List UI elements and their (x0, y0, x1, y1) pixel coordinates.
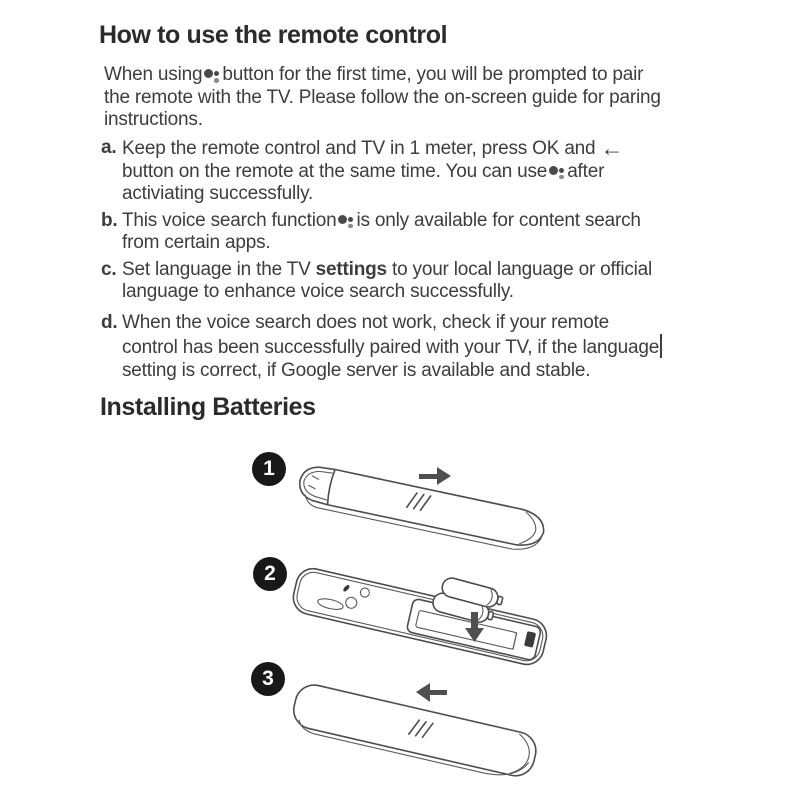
voice-search-icon (204, 67, 219, 83)
intro-text: When using (104, 64, 203, 85)
page-title: How to use the remote control (99, 21, 448, 49)
item-text: is only available for content search (356, 209, 641, 231)
item-text: after (567, 160, 605, 182)
item-text: button on the remote at the same time. You can use (122, 160, 548, 182)
instruction-item-c (101, 259, 662, 304)
battery-terminal (524, 631, 536, 648)
remote-face-down (290, 565, 550, 667)
voice-search-icon (338, 213, 353, 229)
aaa-batteries (431, 575, 505, 627)
intro-text: button for the first time, you will be prompted to pair (222, 64, 644, 85)
intro-line-3: instructions. (104, 109, 203, 130)
step-number-badge: 2 (253, 557, 287, 591)
item-body (122, 259, 652, 304)
remote-back-cover-slide-off-illustration (295, 448, 575, 560)
instruction-item-a (101, 137, 662, 206)
intro-paragraph (104, 64, 661, 132)
item-label: c. (101, 258, 117, 280)
instruction-item-d (101, 312, 662, 383)
item-text: This voice search function (122, 209, 337, 231)
item-body (122, 137, 623, 206)
item-text: setting is correct, if Google server is available and stable. (122, 359, 591, 381)
item-text: When the voice search does not work, check if your remote (122, 311, 610, 333)
item-text: language to enhance voice search successfully. (122, 281, 514, 302)
item-text: Keep the remote control and TV in 1 meter, press OK and (122, 138, 596, 159)
remote-back-cover (289, 681, 539, 783)
voice-search-icon (549, 164, 564, 180)
item-text: to your local language or official (392, 258, 653, 280)
text-cursor-artifact (660, 334, 662, 358)
item-text: from certain apps. (122, 232, 271, 253)
back-arrow-icon: ← (600, 135, 624, 161)
instruction-item-b (101, 210, 662, 255)
item-text: Set language in the TV (122, 258, 311, 280)
instruction-list (101, 137, 662, 386)
step-number-badge: 3 (251, 662, 285, 696)
intro-line-2: the remote with the TV. Please follow the on-screen guide for paring (104, 86, 661, 108)
remote-back-cover-slide-on-illustration (288, 656, 580, 796)
item-label: b. (101, 209, 118, 231)
intro-line-1 (104, 64, 661, 87)
grip-lines (409, 719, 433, 739)
item-text: control has been successfully paired with your TV, if the language (122, 337, 660, 358)
slide-left-arrow-icon (416, 683, 447, 702)
step-number-badge: 1 (252, 452, 286, 486)
item-label: d. (101, 311, 118, 333)
item-text-bold: settings (315, 258, 387, 280)
section-title: Installing Batteries (100, 393, 316, 421)
item-text: activiating successfully. (122, 183, 314, 204)
item-body (122, 312, 662, 383)
item-body (122, 210, 641, 255)
item-label: a. (101, 137, 117, 158)
grip-lines (407, 492, 431, 512)
slide-right-arrow-icon (419, 467, 451, 485)
